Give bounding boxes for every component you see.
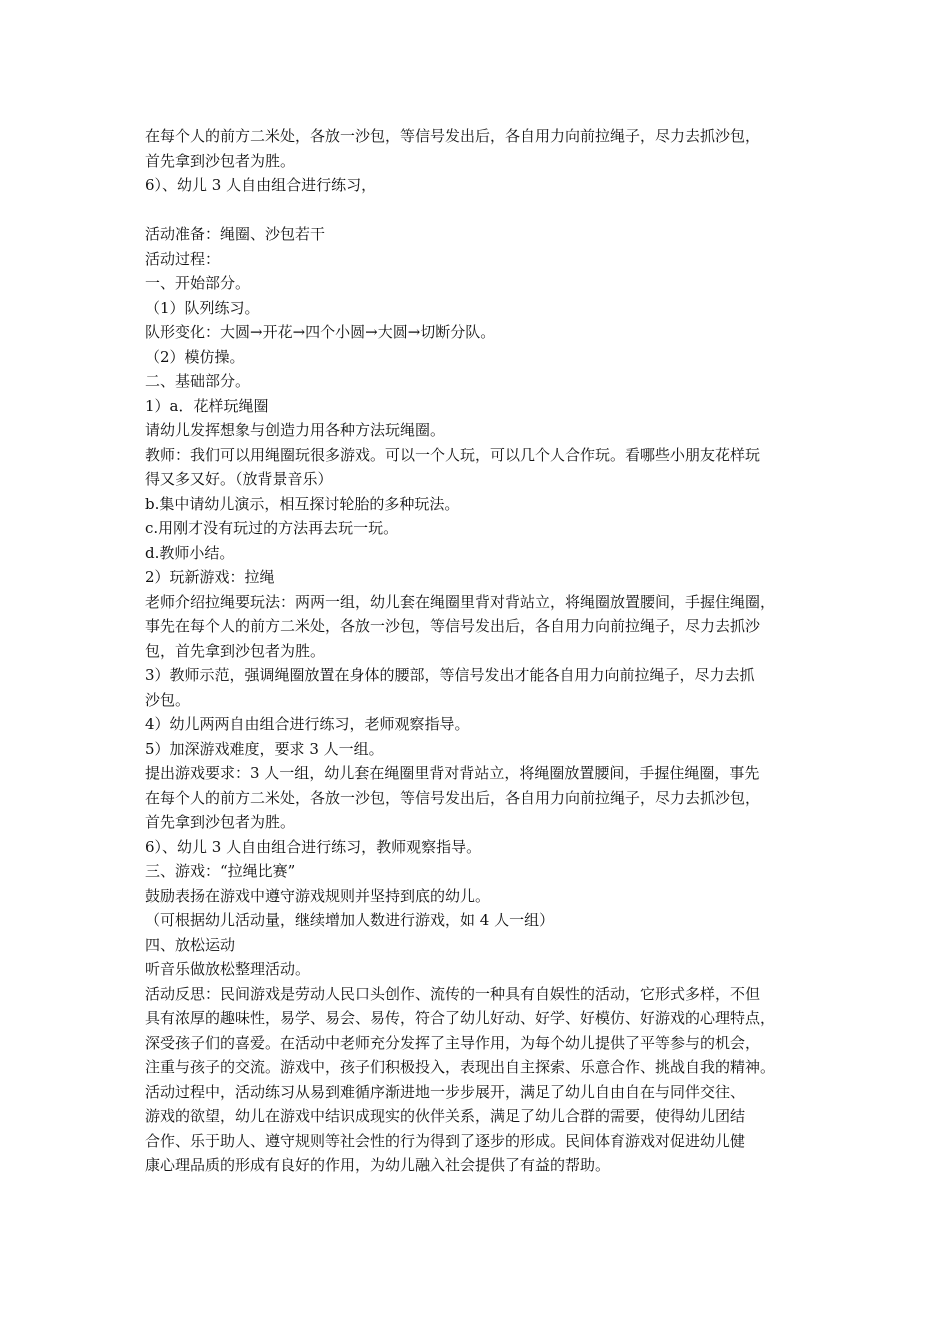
text-line: 请幼儿发挥想象与创造力用各种方法玩绳圈。 [145, 421, 446, 439]
text-line: 老师介绍拉绳要玩法：两两一组，幼儿套在绳圈里背对背站立，将绳圈放置腰间，手握住绳圈， [145, 592, 776, 611]
text-line: 注重与孩子的交流。游戏中，孩子们积极投入，表现出自主探索、乐意合作、挑战自我的精神。 [145, 1058, 776, 1076]
text-line: 首先拿到沙包者为胜。 [145, 813, 296, 831]
text-line: 三、游戏：“拉绳比赛” [145, 862, 296, 880]
text-line: 提出游戏要求：3 人一组，幼儿套在绳圈里背对背站立，将绳圈放置腰间，手握住绳圈，事先 [145, 764, 760, 782]
text-line: 3）教师示范，强调绳圈放置在身体的腰部，等信号发出才能各自用力向前拉绳子，尽力去抓 [145, 666, 755, 684]
text-line: b.集中请幼儿演示，相互探讨轮胎的多种玩法。 [145, 494, 460, 513]
document-body [145, 124, 825, 1178]
text-line: 活动过程中，活动练习从易到难循序渐进地一步步展开，满足了幼儿自由自在与同伴交往、 [145, 1082, 746, 1101]
text-line: 得又多又好。（放背景音乐） [145, 470, 333, 488]
text-line: 一、开始部分。 [145, 274, 251, 292]
text-line: 活动反思：民间游戏是劳动人民口头创作、流传的一种具有自娱性的活动，它形式多样，不但 [145, 984, 761, 1003]
text-line: 活动准备：绳圈、沙包若干 [145, 225, 326, 243]
text-line: 队形变化：大圆→开花→四个小圆→大圆→切断分队。 [145, 323, 496, 341]
text-line: 沙包。 [145, 690, 191, 709]
text-line: 首先拿到沙包者为胜。 [145, 151, 296, 170]
text-line: d.教师小结。 [145, 543, 235, 562]
text-line: 鼓励表扬在游戏中遵守游戏规则并坚持到底的幼儿。 [145, 886, 491, 905]
text-line: （2）模仿操。 [145, 347, 245, 366]
text-line: 4）幼儿两两自由组合进行练习，老师观察指导。 [145, 715, 470, 733]
text-line: 5）加深游戏难度，要求 3 人一组。 [145, 739, 384, 758]
text-line: 在每个人的前方二米处，各放一沙包，等信号发出后，各自用力向前拉绳子，尽力去抓沙包， [145, 127, 761, 145]
text-line: 康心理品质的形成有良好的作用，为幼儿融入社会提供了有益的帮助。 [145, 1156, 611, 1174]
text-line: 2）玩新游戏：拉绳 [145, 568, 275, 586]
text-line: 包，首先拿到沙包者为胜。 [145, 641, 326, 660]
text-line: 听音乐做放松整理活动。 [145, 960, 311, 978]
text-line: （1）队列练习。 [145, 298, 260, 317]
text-line: 游戏的欲望，幼儿在游戏中结识成现实的伙伴关系，满足了幼儿合群的需要，使得幼儿团结 [145, 1107, 746, 1125]
text-line: 6）、幼儿 3 人自由组合进行练习，教师观察指导。 [145, 837, 482, 856]
text-line: 四、放松运动 [145, 935, 236, 954]
text-line: 深受孩子们的喜爱。在活动中老师充分发挥了主导作用，为每个幼儿提供了平等参与的机会， [145, 1033, 761, 1052]
text-line: 6）、幼儿 3 人自由组合进行练习， [145, 176, 377, 194]
text-line: c.用刚才没有玩过的方法再去玩一玩。 [145, 519, 399, 537]
text-line: 活动过程： [145, 249, 221, 268]
text-line: 二、基础部分。 [145, 372, 251, 390]
text-line: 具有浓厚的趣味性，易学、易会、易传，符合了幼儿好动、好学、好模仿、好游戏的心理特点， [145, 1009, 776, 1027]
text-line: 在每个人的前方二米处，各放一沙包，等信号发出后，各自用力向前拉绳子，尽力去抓沙包， [145, 788, 761, 807]
text-line: 1）a．花样玩绳圈 [145, 396, 269, 415]
text-line: 事先在每个人的前方二米处，各放一沙包，等信号发出后，各自用力向前拉绳子，尽力去抓沙 [145, 617, 761, 635]
text-line: 教师：我们可以用绳圈玩很多游戏。可以一个人玩，可以几个人合作玩。看哪些小朋友花样玩 [145, 445, 761, 464]
text-line: 合作、乐于助人、遵守规则等社会性的行为得到了逐步的形成。民间体育游戏对促进幼儿健 [145, 1131, 746, 1150]
blank-line [145, 198, 825, 223]
text-line: （可根据幼儿活动量，继续增加人数进行游戏，如 4 人一组） [145, 911, 555, 929]
